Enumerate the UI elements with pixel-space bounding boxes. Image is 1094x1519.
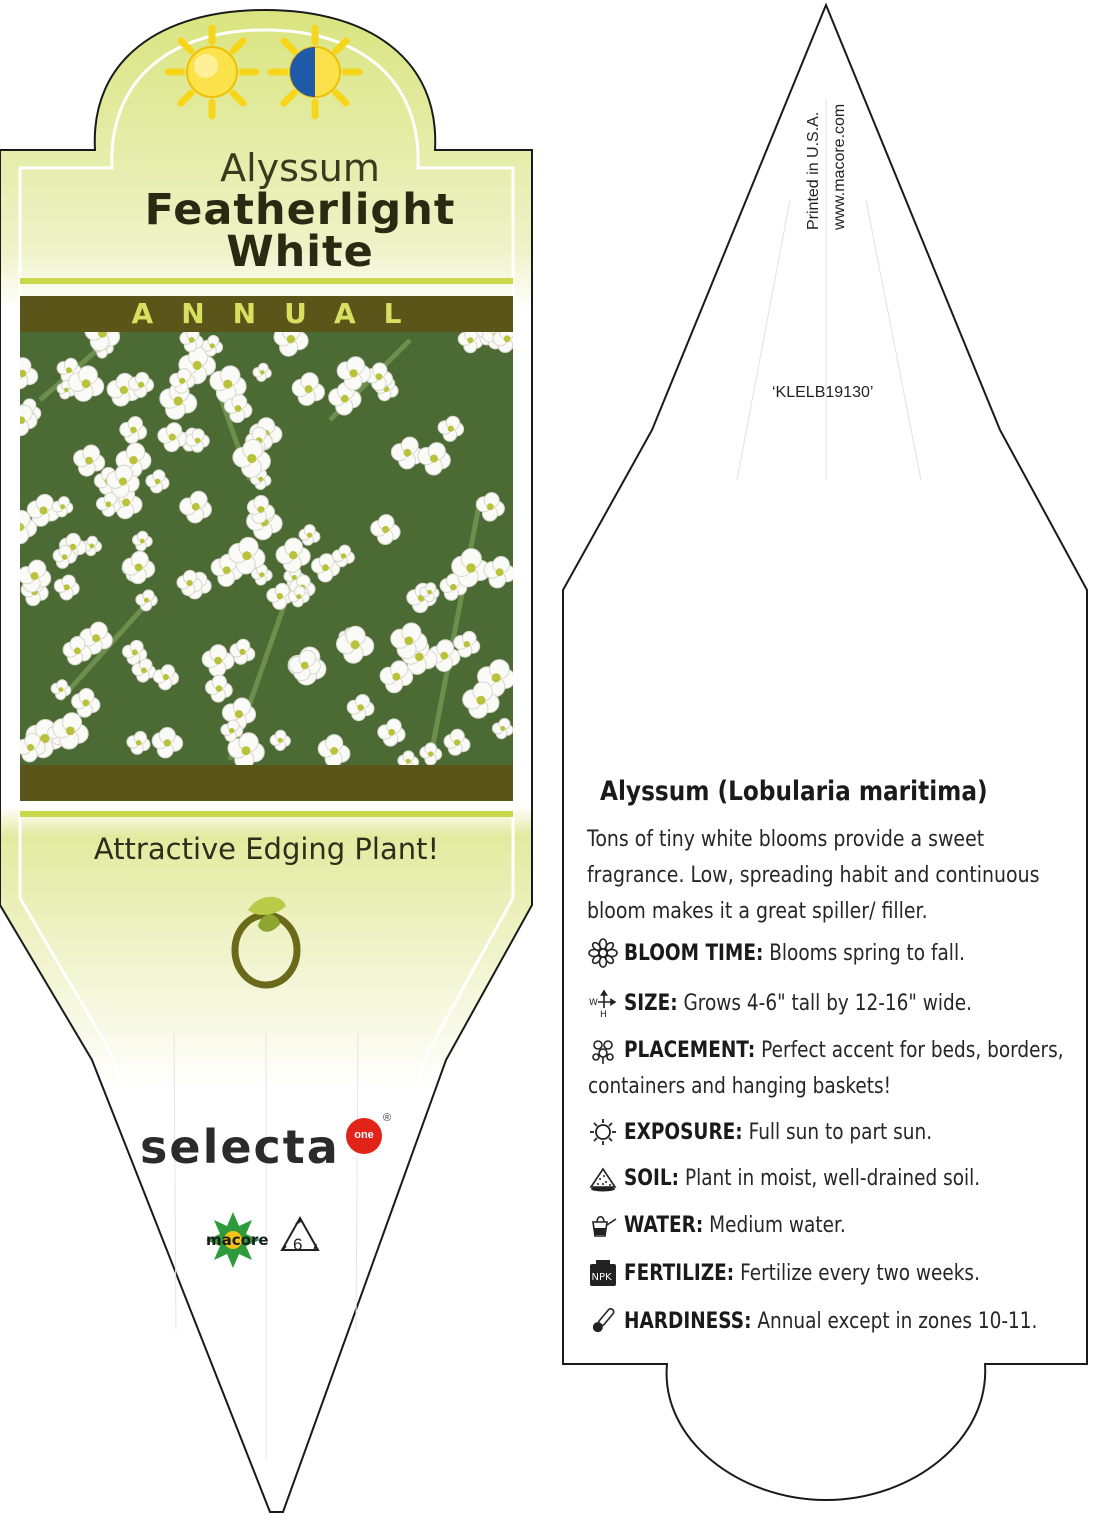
- bloom-icon: [588, 938, 618, 968]
- attr-placement-cont: [588, 1073, 949, 1099]
- attr-size: [588, 988, 1038, 1018]
- size-icon: [588, 988, 618, 1018]
- recycle-number: 6: [293, 1235, 303, 1254]
- attr-fertilize: [588, 1258, 1048, 1288]
- attr-label: SIZE:: [624, 990, 678, 1016]
- variety-name-line1: Featherlight: [144, 185, 456, 235]
- printer-logo-text: macore: [206, 1231, 269, 1249]
- plant-description: Tons of tiny white blooms provide a sweet fragrance. Low, spreading habit and continuous bloom makes it a great spiller/ filler.: [587, 827, 1040, 924]
- brand-logo: selecta: [140, 1120, 340, 1174]
- size-icon-w: W: [589, 998, 598, 1008]
- attr-water: [588, 1210, 888, 1240]
- printer-info: [795, 60, 848, 230]
- placement-icon: [588, 1035, 618, 1065]
- attr-placement: [588, 1035, 1094, 1065]
- attr-exposure: [588, 1117, 991, 1147]
- hardiness-icon: [588, 1306, 618, 1336]
- part-sun-icon: [271, 28, 359, 116]
- attr-text: Medium water.: [709, 1212, 846, 1238]
- full-sun-icon: [168, 28, 256, 116]
- npk-text: NPK: [591, 1272, 612, 1283]
- attr-text-cont: containers and hanging baskets!: [588, 1073, 892, 1099]
- attr-text: Perfect accent for beds, borders,: [761, 1037, 1064, 1063]
- soil-icon: [588, 1163, 618, 1193]
- attr-label: EXPOSURE:: [624, 1119, 743, 1145]
- variety-name-line2: White: [226, 227, 374, 277]
- attr-hardiness: [588, 1306, 1094, 1336]
- attr-text: Plant in moist, well-drained soil.: [684, 1165, 981, 1191]
- attr-soil: [588, 1163, 1048, 1193]
- attr-text: Grows 4-6" tall by 12-16" wide.: [683, 990, 973, 1016]
- attr-text: Blooms spring to fall.: [769, 940, 965, 966]
- attr-text: Annual except in zones 10-11.: [757, 1308, 1038, 1334]
- fertilize-icon: [588, 1258, 618, 1288]
- exposure-icon: [588, 1117, 618, 1147]
- attr-bloom-time: [588, 938, 1030, 968]
- attr-label: WATER:: [624, 1212, 704, 1238]
- registered-mark: ®: [383, 1112, 392, 1124]
- attr-label: SOIL:: [624, 1165, 680, 1191]
- plant-botanical-title: Alyssum (Lobularia maritima): [600, 776, 988, 807]
- attr-label: HARDINESS:: [624, 1308, 752, 1334]
- flower-photo: [4, 316, 521, 772]
- size-icon-h: H: [600, 1010, 607, 1018]
- printed-in: Printed in U.S.A.: [805, 111, 822, 230]
- website: www.macore.com: [831, 103, 848, 230]
- attr-label: PLACEMENT:: [624, 1037, 756, 1063]
- attr-label: FERTILIZE:: [624, 1260, 735, 1286]
- common-name: Alyssum: [220, 146, 380, 190]
- attr-text: Full sun to part sun.: [748, 1119, 933, 1145]
- water-icon: [588, 1210, 618, 1240]
- category-label: ANNUAL: [131, 297, 430, 330]
- brand-badge: one: [346, 1118, 382, 1154]
- attr-text: Fertilize every two weeks.: [740, 1260, 980, 1286]
- attr-label: BLOOM TIME:: [624, 940, 764, 966]
- item-code: ‘KLELB19130’: [772, 384, 874, 401]
- tagline: Attractive Edging Plant!: [93, 832, 440, 866]
